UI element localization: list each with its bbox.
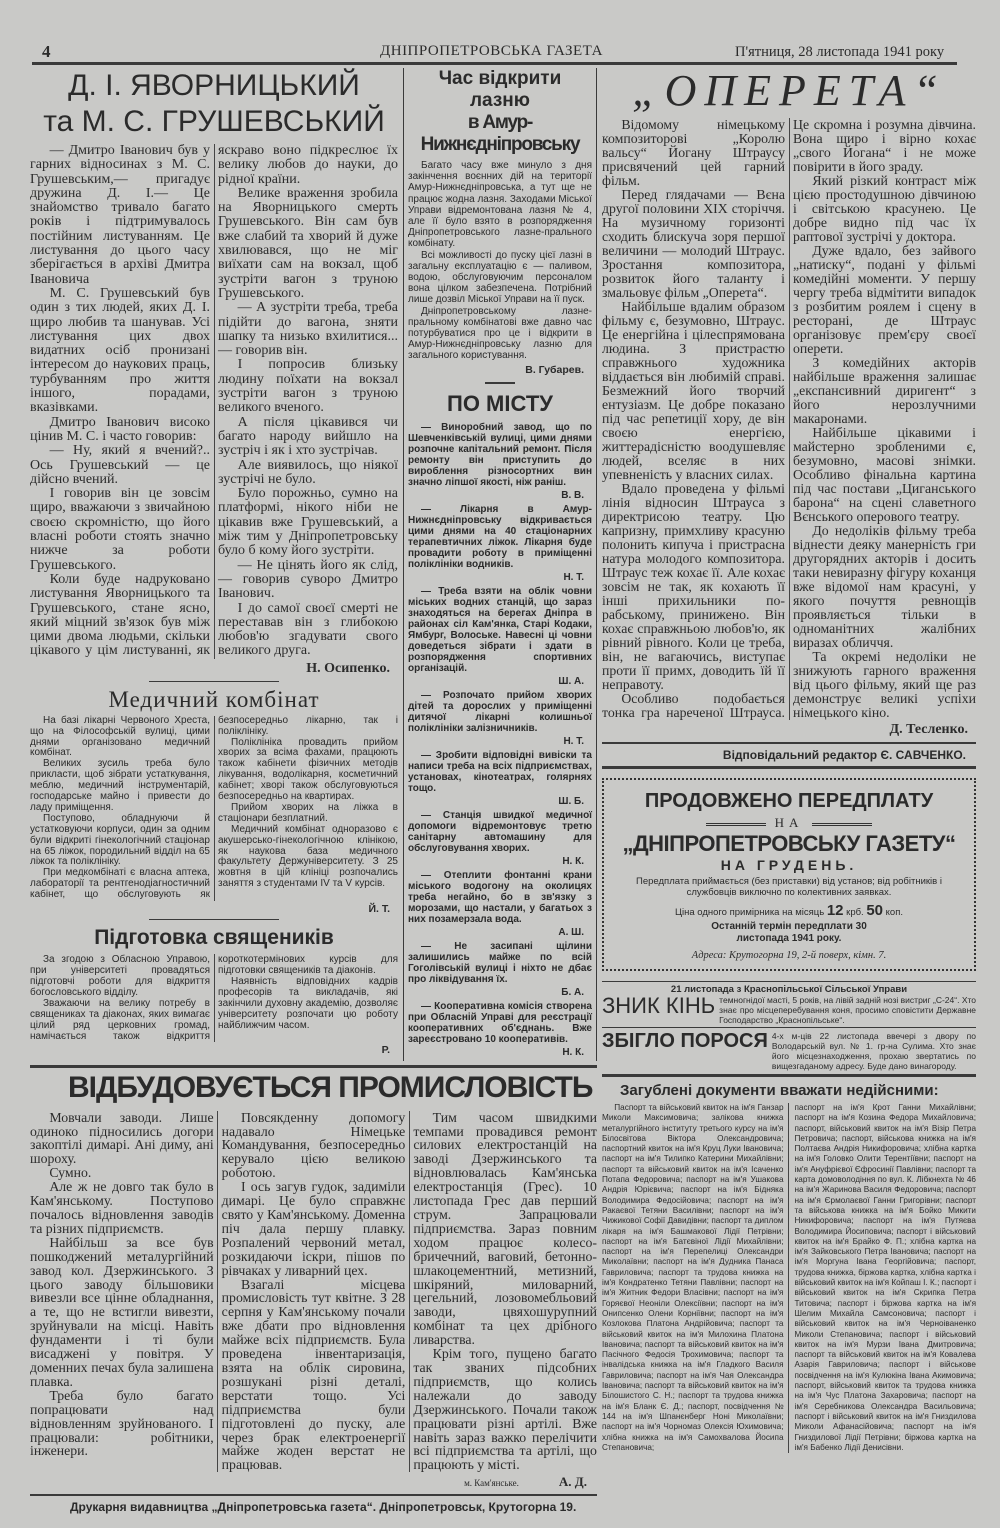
- paragraph: Який різкий контраст між цією простодушною дівчиною і світською красунею. Це добре видно під час їх раптової зустрічі у доктора.: [793, 173, 976, 244]
- paragraph: Медичний комбінат одноразово є акушерсько-гінекологічною клінікою, як наукова база медичного факультету Держуніверситету. З 25 жовтня в цій клініці розпочались заняття з студентами IV та V курсів.: [218, 823, 398, 890]
- news-signature: Н. К.: [562, 1046, 584, 1058]
- article-body: [408, 160, 592, 362]
- paragraph: — Не цінять його як слід,— говорив суворо Дмитро Іванович.: [218, 557, 398, 602]
- article-signature: Й. Т.: [368, 903, 390, 916]
- news-text: — Розпочато прийом хворих дітей та дорослих у приміщенні дитячої лікарні колишньої поліклініки залізничників.: [408, 689, 592, 734]
- article-body: [30, 716, 398, 901]
- article-signature: Н. Осипенко.: [306, 660, 390, 676]
- news-item: [408, 690, 592, 747]
- article-signature: А. Д.: [558, 1474, 587, 1490]
- paragraph: До недоліків фільму треба віднести деяку манерність гри другорядних акторів і досить таки невиразну фігуру коханця вже відомої нам красуні, у якого почуття ревнощів проявляється тільки в одноманітних жалібних виразах обличчя.: [793, 523, 976, 650]
- paragraph: Повсякденну допомогу надавало Німецьке Командування, безпосередньо керувало цією великою роботою.: [221, 1109, 406, 1181]
- news-item: [408, 422, 592, 501]
- paragraph: Найбільше вдалим образом фільму є, безумовно, Штраус. Це енергійна і цілеспрямована людина. З пристрастю справжнього художника віддається він любимій справі. Безмежний його творчий ентузіазм. Це добре показано під час репетиції хору, де він своєю енергією, життерадісністю воодушевляє людей, вселяє в них упевненість у власних силах.: [602, 299, 785, 482]
- news-item: [408, 504, 592, 583]
- paragraph: Поліклініка провадить прийом хворих за всіма фахами, працюють також кабінети фізичних методів лікування, водолікарня, косметичний кабінет; хворі також обслуговуються безпосередньо на квартирах.: [218, 736, 398, 803]
- ad-line1: ПРОДОВЖЕНО ПЕРЕДПЛАТУ: [644, 790, 934, 812]
- paragraph: Сумно.: [49, 1165, 92, 1181]
- paragraph: Мовчали заводи. Лише одиноко підносились догори закоптілі димарі. Ані диму, ані шороху.: [30, 1109, 214, 1167]
- news-item: [408, 1001, 592, 1058]
- paragraph: З комедійних акторів найбільше враження залишає „експансивний диригент“ з його нерозлучними макаронами.: [793, 355, 976, 426]
- news-signature: Н. Т.: [563, 735, 584, 747]
- article-signature: В. Губарев.: [525, 363, 584, 376]
- news-item: [408, 586, 592, 687]
- paragraph: Дмитро Іванович високо цінив М. С. і часто говорив:: [30, 414, 210, 444]
- ad-terms: Передплата приймається (без приставки) від установ; від робітників і службовців виключно по колективних заявках.: [636, 876, 942, 898]
- ad-lost-horse: [602, 982, 976, 1027]
- ad-price-kop: 50: [866, 902, 884, 919]
- paragraph: Великих зусиль треба було прикласти, щоб зібрати устаткування, меблю, медичний інструментарій, господарське майно і привести до ладу приміщення.: [30, 758, 210, 813]
- ad-headline: ЗБІГЛО ПОРОСЯ: [602, 1030, 768, 1052]
- page-number: 4: [42, 42, 51, 61]
- ad-text: 4-х м-ців 22 листопада ввечері з двору по Володарській вул. № 1. гр-на Сулима. Хто знає його місцезнаходження, прохаю звертатись по вищезгаданому адресу. Буде дано винагороду.: [771, 1031, 976, 1071]
- ad-price: [604, 902, 974, 919]
- paragraph: Було порожньо, сумно на платформі, нікого ніби не цікавив вже Грушевський, а між тим у Дніпропетровську було б кому його зустріти.: [218, 486, 398, 559]
- news-text: — Станція швидкої медичної допомоги відремонтовує третю санітарну автомашину для обслуговування хворих.: [408, 809, 592, 854]
- paragraph: Коли буде надруковано листування Яворницького та Грушевського, стане ясно, який міцний зв'язок був між цими двома людьми, скільки цікавого у цім листуванні, як яскраво воно підкреслює їх велику любов до науки, до рідної країни.: [30, 143, 398, 659]
- news-signature: Ш. Б.: [558, 795, 584, 807]
- divider: [602, 766, 976, 769]
- ad-headline: ЗНИК КІНЬ: [602, 993, 716, 1018]
- section-title: Загублені документи вважати недійсними:: [620, 1082, 939, 1099]
- paragraph: Перед глядачами — Вєна другої половини XIX сторіччя. На музичному горизонті сходить блискуча зоря першої величини — молодий Штраус. Зростання композитора, розвиток його таланту і змальовує фільм „Оперета“.: [602, 187, 785, 300]
- article-industry: [30, 1068, 597, 1491]
- news-signature: В. В.: [561, 489, 584, 501]
- article-signature: Д. Тесленко.: [889, 722, 968, 737]
- lost-documents: [602, 1081, 976, 1453]
- paragraph: Наявність відповідних кадрів професорів та викладачів, які закінчили духовну академію, дозволяє університету розпочати цю роботу найближчим часом.: [218, 976, 398, 1032]
- paragraph: Взагалі місцева промисловість тут квітне. З 28 серпня у Кам'янському почали вже дбати про відновлення майже всіх підприємств. Була проведена інвентаризація, взята на облік сировина, розшукані різні деталі, верстати тощо. Усі підприємства були підготовлені до пуску, але через брак електроенергії майже жоден верстат не працював.: [221, 1276, 406, 1473]
- article-title-line2: в Амур-Нижнєдніпровську: [420, 112, 580, 155]
- article-place: м. Кам'янське.: [464, 1478, 519, 1489]
- middle-column: [403, 68, 597, 1061]
- paragraph: — Ну, який я вчений?.. Ось Грушевський — це дійсно вчений.: [30, 443, 210, 487]
- lost-documents-column: Паспорт та військовий квиток на ім'я Ганзар Миколи Максимовича; залікова книжка металургійного інституту третього курсу на ім'я Білосвітова Віктора Олександровича; паспортний квиток на ім'я Круц Луки Івановича; паспорт на ім'я Тилипко Катерини Михайлівни; паспорт та військовий квиток на ім'я Ісаченко Потапа Федоровича; паспорт на ім'я Ушакова Андрія Юрієвича; паспорт на ім'я Бідняка Володимира Федосійовича; паспорт на ім'я Ракаєвої Тетяни Василівни; паспорт на ім'я Чижикової Софії Давидівни; паспорт та диплом лікаря на ім'я Башмакової Лідії Петрівни; паспорт на ім'я Батєвіної Лідії Михайлівни; паспорт на ім'я Перепелиці Олександри Миколаївни; паспорт на ім'я Дудника Панаса Гавриловича; паспорт та трудова книжка на ім'я Кондратенко Тетяни Павлівни; паспорт на ім'я Житник Федори Власівни; паспорт на ім'я Горяєвої Неоніли Олексіївни; паспорт на ім'я Онипсенко Олени Корніївни; паспорт на ім'я Козлокова Платона Андрійовича; паспорт та військовий квиток на ім'я Милохина Платона Івановича; паспорт та військовий квиток на ім'я Пасічного Федосія Трохимовича; паспорт та інвалідська книжка на ім'я Гладкого Василя Гавриловича; паспорт на ім'я Чая Олександра Івановича; паспорт та військовий квиток на ім'я Білошистого С. Н.; паспорт та трудова книжка на ім'я Бланк Є. Д.; паспорт, посвідчення № 144 на ім'я Шпанєнберг Ноні Миколаївни; паспорт на ім'я Чорномаз Олексія Юхимовича; хлібна книжка на ім'я Самохвалова Йосипа Степановича;: [602, 1103, 789, 1453]
- article-operetta: [602, 68, 976, 738]
- paragraph: Відомому німецькому композиторові „Королю вальсу“ Йогану Штраусу присвячений цей гарний фільм.: [602, 117, 785, 188]
- article-title: Підготовка священиків: [94, 926, 334, 950]
- paragraph: За згодою з Обласною Управою, при університеті провадяться підготовчі роботи для відкриття богословського відділу.: [30, 954, 210, 999]
- paragraph: Треба було багато попрацювати над відновленням зруйнованого. І працювали: робітники, інженери.: [30, 1387, 214, 1459]
- article-body: [30, 144, 398, 659]
- news-signature: А. Ш.: [558, 926, 584, 938]
- ad-line3: „ДНІПРОПЕТРОВСЬКУ ГАЗЕТУ“: [622, 831, 956, 856]
- paragraph: Дніпропетровському лазне-пральному комбінатові вже давно час потурбуватися про це і відкрити в Амур-Нижнєдніпровську лазню для загального користування.: [408, 305, 592, 362]
- page-layout: [30, 68, 976, 1514]
- ad-price-rub: 12: [826, 902, 844, 919]
- section-title: ПО МІСТУ: [447, 390, 553, 416]
- ad-text: темногнідої масті, 5 років, на лівій задній нозі вистриг „С-24“. Хто знає про місцеперебування коня, просимо сповістити Державне Господарство „Краснопільське“.: [719, 995, 977, 1025]
- city-news: [408, 390, 592, 1058]
- left-column: [30, 68, 398, 1061]
- paragraph: Але виявилось, що ніякої зустрічі не було.: [218, 457, 398, 487]
- article-bath: [408, 68, 592, 384]
- article-title-line1: Д. І. ЯВОРНИЦЬКИЙ: [68, 69, 360, 102]
- subscription-ad: [602, 778, 976, 971]
- ad-runaway-piglet: [602, 1028, 976, 1074]
- news-signature: Н. К.: [562, 855, 584, 867]
- lost-documents-column: паспорт на ім'я Крот Ганни Михайлівни; паспорт на ім'я Козина Федора Михайловича; паспорт, військовий квиток на ім'я Візір Петра Петровича; паспорт, військова книжка на ім'я Полтаєва Андрія Никифоровича; хлібна картка на ім'я Головко Олити Терентіївни; паспорт на ім'я Ануфрієвої Єфросинії Павлівни; паспорт та карта домоволодіння по вул. К. Лібкнехта № 46 на ім'я Жаринова Василя Федоровича; паспорт на ім'я Єрмолаєвої Ганни Григорівни; паспорт та військова книжка на ім'я Бойко Микити Никифоровича; паспорт на ім'я Путяєва Володимира Йосиповича; паспорт і військовий квиток на ім'я Брайко Ф. П.; хлібна картка на ім'я Зайковського Петра Івановича; паспорт на ім'я Моргуна Івана Георгійовича; паспорт, трудова книжка, біржова картка, хлібна картка і військовий квиток на ім'я Койпаш І. К.; паспорт і військовий квиток на ім'я Скрипка Петра Титовича; паспорт і біржова картка на ім'я Шелим Михайла Самсоновича; паспорт і військовий квиток на ім'я Черноіваненко Миколи Степановича; паспорт і військовий квиток на ім'я Мурзи Івана Дмитровича; паспорт та військовий квиток на ім'я Ковалева Азарія Гавриловича; паспорт і військове посвідчення на ім'я Кулюкіна Івана Акимовича; паспорт, військовий квиток та трудова книжка на ім'я Чус Платона Захаровича; паспорт на ім'я Серебникова Олександра Васильовича; паспорт і військовий квиток на ім'я Гниздилова Миколи Афанасійовича; паспорт на ім'я Гниздилової Лідії Петрівни; біржова картка на ім'я Бабенко Лідії Денисівни.: [794, 1103, 977, 1452]
- article-title: „ОПЕРЕТА“: [632, 66, 946, 115]
- printer-footer: Друкарня видавництва „Дніпропетровська газета“. Дніпропетровськ, Крутогорна 19.: [70, 1500, 577, 1515]
- divider: [485, 382, 515, 384]
- editor-line: Відповідальний редактор Є. САВЧЕНКО.: [722, 748, 966, 762]
- news-text: — Не засипані щілини залишились майже по всій Гоголівській вулиці і ніхто не дбає про ліквідування їх.: [408, 940, 592, 985]
- paragraph: Всі можливості до пуску цієї лазні в загальну експлуатацію є — паливом, водою, обслуговуючим персоналом вона цілком забезпечена. Потрібний лише дозвіл Міської Управи на її пуск.: [408, 249, 592, 306]
- ad-na: НА: [774, 815, 804, 830]
- paragraph: Поступово, обладнуючи й устатковуючи корпуси, один за одним були відкриті гінекологічний стаціонар на 65 ліжок, породильний відділ на 65 ліжок та поліклініку.: [30, 812, 210, 868]
- newspaper-title: ДНІПРОПЕТРОВСЬКА ГАЗЕТА: [380, 43, 603, 59]
- news-signature: Н. Т.: [563, 571, 584, 583]
- paragraph: Найбільш за все був пошкоджений металургійний завод кол. Дзержинського. З цього заводу більшовики вивезли все цінне обладнання, а те, що не встигли вивезти, зруйнували на місці. Навіть фундаменти і ті були висаджені у повітря. У доменних печах була залишена плавка.: [30, 1234, 214, 1389]
- news-text: — Зробити відповідні вивіски та написи треба на всіх підприємствах, установах, кінотеатрах, голярнях тощо.: [408, 749, 592, 794]
- article-title-line2: та М. С. ГРУШЕВСЬКИЙ: [43, 105, 385, 138]
- ad-price-prefix: Ціна одного примірника на місяць: [674, 907, 825, 918]
- news-text: — Виноробний завод, що по Шевченківській вулиці, цими днями розпочне капітальний ремонт. Після ремонту він приступить до вироблення різносортних вин значно ліпшої якості, ніж раніш.: [408, 421, 592, 488]
- paragraph: Зважаючи на велику потребу в священиках та діаконах, яких вимагає цілий ряд церковних громад, намічається також відкриття короткотермінових курсів для підготовки священиків та діаконів.: [30, 954, 398, 1043]
- news-text: — Отеплити фонтанні крани міського водогону на околицях треба негайно, бо в зв'язку з морозами, що настали, у багатьох з них позамерзала вода.: [408, 869, 592, 925]
- article-priests: [30, 924, 398, 1056]
- news-signature: Ш. А.: [558, 675, 584, 687]
- article-title: Медичний комбінат: [108, 686, 320, 712]
- news-signature: Б. А.: [561, 986, 584, 998]
- header-rule: [32, 62, 957, 65]
- paragraph: Тим часом швидкими темпами провадився ремонт силових електростанцій на заводі Дзержинського та відновлювалась Кам'янська електростанція (Грес). 10 листопада Грес дав перший струм. Запрацювали підприємства. Зараз повним ходом працює колесо-бричечний, ваговий, бетонно-шлакоцементний, метизний, шкіряний, миловарний, цегельний, лозовомебльовий заводи, цвяхошурупний комбінат та цех дрібного ливарства.: [413, 1109, 597, 1348]
- ad-address: Адреса: Крутогорна 19, 2-й поверх, кімн. 7.: [691, 950, 887, 961]
- divider: [602, 1074, 976, 1077]
- news-item: [408, 750, 592, 807]
- article-medical: [30, 686, 398, 915]
- paragraph: І говорив він це зовсім щиро, вважаючи з звичайною своєю скромністю, що його власні роботи стоять значно нижче за роботи Грушевського.: [30, 486, 210, 573]
- paragraph: Прийом хворих на ліжка в стаціонари безплатний.: [218, 801, 398, 824]
- news-item: [408, 941, 592, 998]
- news-item: [408, 870, 592, 938]
- news-text: — Кооперативна комісія створена при Обласній Управі для реєстрації кооперативних об'єднань. Вже зареєстровано 10 кооперативів.: [408, 1000, 592, 1045]
- ad-line2: [604, 815, 974, 831]
- ad-rub-label: крб.: [846, 907, 864, 918]
- divider: [149, 919, 279, 920]
- paragraph: І ось загув гудок, задиміли димарі. Це було справжнє свято у Кам'янському. Доменна піч дала першу плавку. Розпалений червоний метал, розкидаючи іскри, пішов по рівчаках у ливарний цех.: [221, 1179, 406, 1278]
- paragraph: — А зустріти треба, треба підійти до вагона, зняти шапку та низько вхилитися... — говорив він.: [218, 300, 398, 359]
- paragraph: — Дмитро Іванович був у гарних відносинах з М. С. Грушевським,— пригадує дружина Д. І.— Це знайомство тривало багато років і підтримувалось постійним листуванням. Це листування до цього часу зберігається в архіві Дмитра Івановича: [30, 143, 210, 287]
- article-title: ВІДБУДОВУЄТЬСЯ ПРОМИСЛОВІСТЬ: [68, 1070, 593, 1104]
- news-text: — Лікарня в Амур-Нижнєдніпровську відкривається цими днями на 40 стаціонарних терапевтичних ліжок. Лікарня буде провадити роботу в приміщенні поліклініки водників.: [408, 503, 592, 570]
- paragraph: Велике враження зробила на Яворницького смерть Грушевського. Він сам був вже слабий та хворий й дуже хвилювався, що не міг виїхати сам на вокзал, щоб зустріти вагон з труною Грушевського.: [218, 185, 398, 301]
- article-body: [602, 118, 976, 720]
- news-item: [408, 810, 592, 867]
- paragraph: При медкомбінаті є власна аптека, лабораторії та рентгенодіагностичний кабінет, що обслуговують як безпосередньо лікарню, так і поліклініку.: [30, 714, 398, 901]
- divider: [149, 681, 279, 682]
- paragraph: М. С. Грушевський був один з тих людей, яких Д. І. щиро любив та шанував. Усі листування цих двох видатних осіб пронизані інтересом до наукових праць, турбуванням про життя іншого, порадами, вказівками.: [30, 285, 210, 416]
- city-news-list: [408, 422, 592, 1058]
- news-text: — Треба взяти на облік човни міських водних станцій, що зараз знаходяться на берегах Дніпра в районах сіл Кам'янка, Старі Кодаки, Ямбург, Волоське. Навесні ці човни доведеться зібрати і здати в розпорядження спортивних організацій.: [408, 585, 592, 674]
- issue-date: П'ятниця, 28 листопада 1941 року: [735, 44, 945, 60]
- ad-deadline: Останній термін передплати 30 листопада 1941 року.: [711, 921, 867, 944]
- article-body: [30, 1111, 597, 1473]
- ad-kop-label: коп.: [885, 907, 904, 918]
- paragraph: Але ж не довго так було в Кам'янському. Поступово почалось відновлення заводів та різних підприємств.: [30, 1179, 214, 1236]
- paragraph: А після цікавився чи багато народу вийшло на зустріч і як і хто зустрічав.: [218, 414, 398, 459]
- article-title-line1: Час відкрити лазню: [438, 68, 562, 111]
- article-yavornytsky: [30, 68, 398, 677]
- article-signature: Р.: [381, 1044, 390, 1057]
- paragraph: Крім того, пущено багато так званих підсобних підприємств, що колись належали до заводу Дзержинського. Почали також працювати різні артілі. Вже навіть зараз важко перелічити всі підприємства та артілі, що працюють у місті.: [413, 1346, 597, 1473]
- ad-intro: 21 листопада з Краснопільської Сільської Управи: [670, 984, 908, 995]
- ad-line4: НА ГРУДЕНЬ.: [720, 857, 858, 873]
- bottom-section: [30, 1061, 597, 1515]
- paragraph: І попросив близьку людину поїхати на вокзал зустріти вагон з труною великого вченого.: [218, 357, 398, 416]
- paragraph: Багато часу вже минуло з дня закінчення воєнних дій на території Амур-Нижнєдніпровська, а тут ще не працює жодна лазня. Заходами Міської Управи відремонтована лазня № 4, але її було взято в розпорядження Дніпропетровського лазне-прального комбінату.: [408, 160, 592, 250]
- paragraph: Найбільше цікавими і майстерно зробленими є, безумовно, масові знімки. Особливо фінальна картина під час постави „Циганського барона“ на сцені славетного Вєнського оперового театру.: [793, 425, 976, 524]
- article-body: [30, 954, 398, 1042]
- right-column: [602, 68, 976, 1514]
- paragraph: І до самої своєї смерті не переставав він з глибокою любов'ю згадувати свого великого друга.: [218, 600, 398, 659]
- paragraph: Особливо подобається тонка гра нареченої Штрауса. Це скромна і розумна дівчина. Вона щиро і вірно кохає „свого Йогана“ і не може повірити в його зраду.: [602, 117, 976, 720]
- paragraph: Вдало проведена у фільмі лінія відносин Штрауса з директрисою театру. Цю капризну, примхливу красуню полонить кипуча і пристрасна натура молодого композитора. Штраус теж кохає її. Але кохає зовсім не так, як кохають її інші прихильники по-рабському, принижено. Він кохає справжньою любов'ю, як рівний рівного. Коли це треба, він, не вагаючись, виступає проти її примх, доводить їй її неправоту.: [602, 481, 785, 692]
- paragraph: Та окремі недоліки не знижують гарного враження від цього фільму, який ще раз демонструє великі успіхи німецького кіно.: [793, 649, 976, 720]
- paragraph: Дуже вдало, без зайвого „натиску“, подані у фільмі комедійні моменти. У першу чергу треба відмітити випадок з розбитим роялем і сцену в ресторані, де Штраус організовує прем'єру своєї оперети.: [793, 243, 976, 356]
- paragraph: На базі лікарні Червоного Хреста, що на Філософській вулиці, цими днями організовано медичний комбінат.: [30, 714, 210, 759]
